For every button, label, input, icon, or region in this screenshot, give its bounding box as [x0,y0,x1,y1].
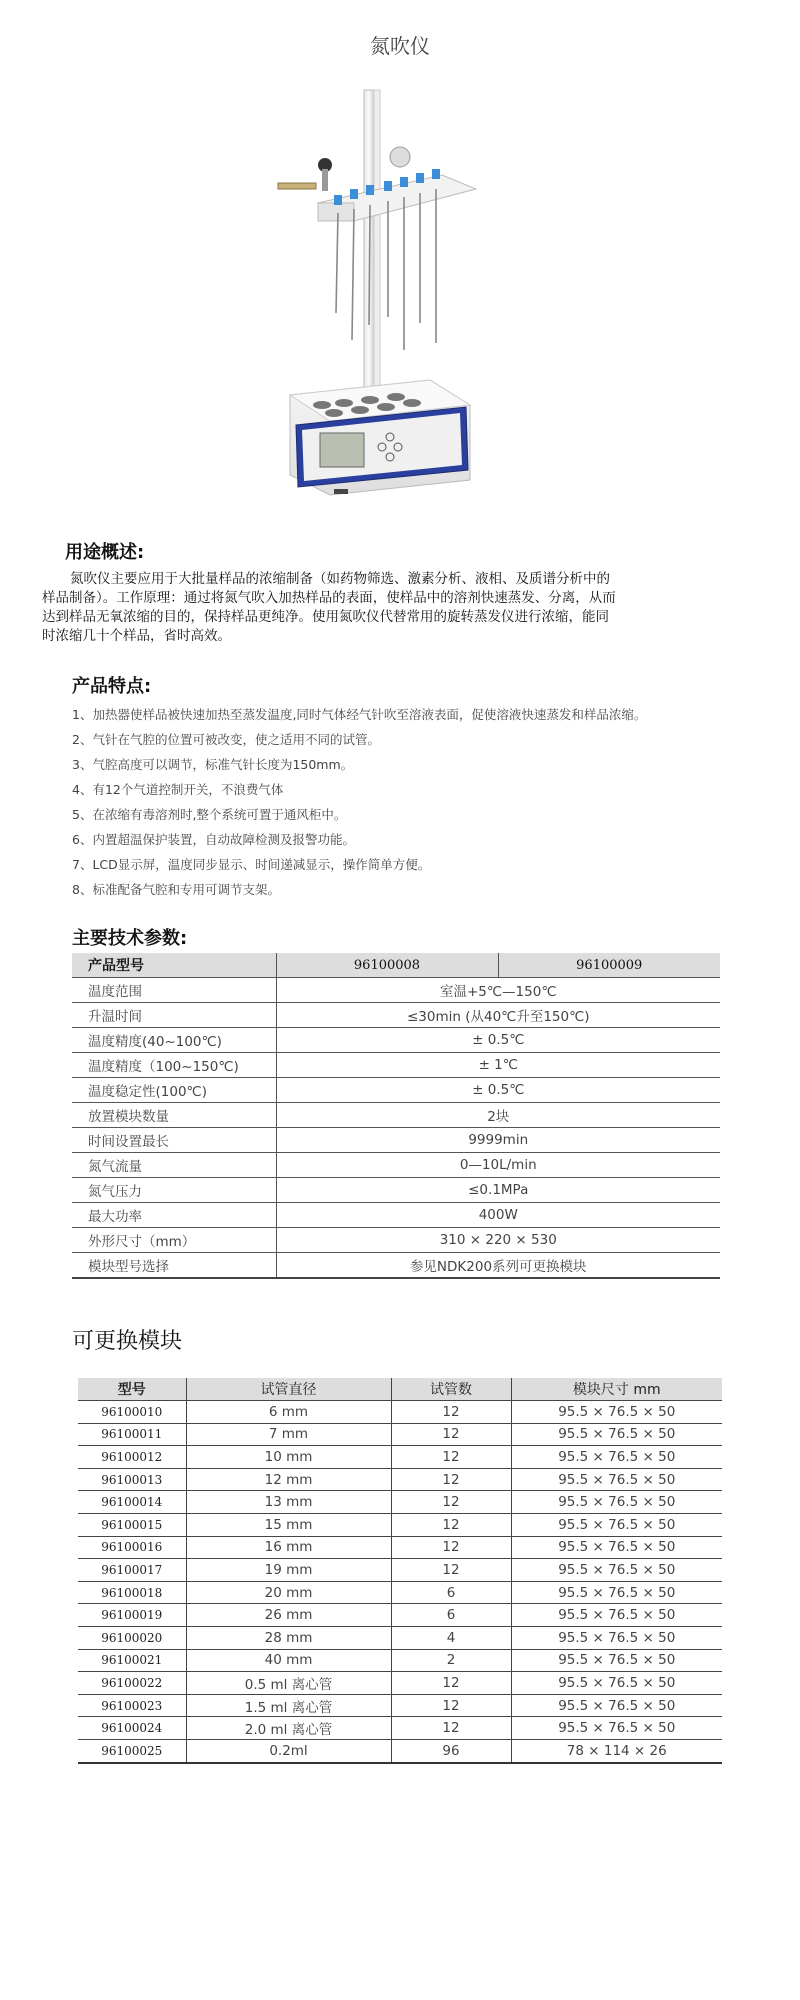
spec-value: 0—10L/min [276,1153,720,1178]
module-row [78,1513,722,1536]
spec-value: 9999min [276,1128,720,1153]
module-tube-count: 12 [391,1513,511,1536]
overview-text: 氮吹仪主要应用于大批量样品的浓缩制备（如药物筛选、激素分析、液相、及质谱分析中的样品制备）。工作原理：通过将氮气吹入加热样品的表面，使样品中的溶剂快速蒸发、分离，从而达到样品无氧浓缩的目的，保持样品更纯净。使用氮吹仪代替常用的旋转蒸发仪进行浓缩，能同时浓缩几十个样品，省时高效。 [42,571,616,644]
module-diameter: 28 mm [186,1626,391,1649]
module-tube-count: 4 [391,1626,511,1649]
module-size: 95.5 × 76.5 × 50 [511,1513,722,1536]
module-tube-count: 12 [391,1491,511,1514]
module-size: 95.5 × 76.5 × 50 [511,1491,722,1514]
module-size: 95.5 × 76.5 × 50 [511,1559,722,1582]
spec-value: 400W [276,1203,720,1228]
feature-item: 6、内置超温保护装置，自动故障检测及报警功能。 [72,832,355,847]
modules-col-size: 模块尺寸 mm [511,1378,722,1401]
modules-heading: 可更换模块 [72,1329,183,1354]
module-diameter: 0.2ml [186,1739,391,1762]
overview-heading: 用途概述: [65,542,145,563]
specs-row [72,1053,720,1078]
specs-model-2: 96100009 [498,953,720,978]
module-tube-count: 6 [391,1604,511,1627]
module-size: 95.5 × 76.5 × 50 [511,1468,722,1491]
module-size: 95.5 × 76.5 × 50 [511,1717,722,1740]
module-model: 96100011 [78,1423,186,1446]
module-row [78,1626,722,1649]
specs-header-label: 产品型号 [72,953,276,978]
specs-row [72,1128,720,1153]
module-row [78,1446,722,1469]
module-diameter: 16 mm [186,1536,391,1559]
specs-row [72,1178,720,1203]
spec-label: 外形尺寸（mm） [72,1228,276,1253]
module-diameter: 6 mm [186,1401,391,1424]
specs-row [72,1228,720,1253]
modules-col-model: 型号 [78,1378,186,1401]
module-model: 96100013 [78,1468,186,1491]
module-tube-count: 12 [391,1717,511,1740]
module-row [78,1672,722,1695]
spec-label: 温度精度(40~100℃) [72,1028,276,1053]
module-diameter: 7 mm [186,1423,391,1446]
feature-item: 7、LCD显示屏，温度同步显示、时间递减显示，操作简单方便。 [72,857,431,872]
modules-table [78,1378,722,1764]
module-model: 96100022 [78,1672,186,1695]
feature-item: 4、有12个气道控制开关，不浪费气体 [72,782,284,797]
module-diameter: 0.5 ml 离心管 [186,1672,391,1695]
specs-row [72,1078,720,1103]
features-list [72,702,792,902]
module-diameter: 20 mm [186,1581,391,1604]
module-row [78,1468,722,1491]
spec-value: 310 × 220 × 530 [276,1228,720,1253]
module-diameter: 2.0 ml 离心管 [186,1717,391,1740]
module-model: 96100023 [78,1694,186,1717]
spec-value: 参见NDK200系列可更换模块 [276,1253,720,1279]
module-tube-count: 12 [391,1672,511,1695]
specs-row [72,1003,720,1028]
spec-label: 温度精度（100~150℃) [72,1053,276,1078]
module-diameter: 19 mm [186,1559,391,1582]
modules-header-row [78,1378,722,1401]
spec-label: 模块型号选择 [72,1253,276,1279]
module-model: 96100015 [78,1513,186,1536]
specs-row [72,1253,720,1279]
module-row [78,1581,722,1604]
module-row [78,1423,722,1446]
spec-value: ± 0.5℃ [276,1028,720,1053]
module-tube-count: 12 [391,1536,511,1559]
module-size: 95.5 × 76.5 × 50 [511,1626,722,1649]
spec-value: 室温+5℃—150℃ [276,978,720,1003]
module-diameter: 26 mm [186,1604,391,1627]
module-tube-count: 2 [391,1649,511,1672]
module-tube-count: 12 [391,1559,511,1582]
specs-row [72,1153,720,1178]
feature-item: 1、加热器使样品被快速加热至蒸发温度,同时气体经气针吹至溶液表面，促使溶液快速蒸发和样品浓缩。 [72,707,647,722]
module-row [78,1649,722,1672]
module-model: 96100010 [78,1401,186,1424]
module-size: 95.5 × 76.5 × 50 [511,1694,722,1717]
module-model: 96100012 [78,1446,186,1469]
module-row [78,1536,722,1559]
feature-item: 5、在浓缩有毒溶剂时,整个系统可置于通风柜中。 [72,807,347,822]
module-size: 95.5 × 76.5 × 50 [511,1401,722,1424]
feature-item: 2、气针在气腔的位置可被改变，使之适用不同的试管。 [72,732,380,747]
product-photo [270,85,530,515]
specs-heading: 主要技术参数: [72,928,188,949]
spec-value: ± 0.5℃ [276,1078,720,1103]
module-model: 96100018 [78,1581,186,1604]
module-row [78,1604,722,1627]
page-title: 氮吹仪 [370,34,430,58]
spec-value: 2块 [276,1103,720,1128]
module-diameter: 40 mm [186,1649,391,1672]
spec-label: 最大功率 [72,1203,276,1228]
module-model: 96100017 [78,1559,186,1582]
module-tube-count: 12 [391,1401,511,1424]
specs-table [72,953,720,1279]
spec-label: 升温时间 [72,1003,276,1028]
module-row [78,1694,722,1717]
specs-header-row [72,953,720,978]
spec-label: 氮气流量 [72,1153,276,1178]
module-size: 95.5 × 76.5 × 50 [511,1536,722,1559]
module-size: 95.5 × 76.5 × 50 [511,1423,722,1446]
specs-row [72,1103,720,1128]
features-heading: 产品特点: [72,676,152,697]
module-diameter: 1.5 ml 离心管 [186,1694,391,1717]
spec-value: ± 1℃ [276,1053,720,1078]
module-row [78,1559,722,1582]
module-size: 95.5 × 76.5 × 50 [511,1672,722,1695]
module-model: 96100016 [78,1536,186,1559]
module-size: 95.5 × 76.5 × 50 [511,1649,722,1672]
feature-item: 8、标准配备气腔和专用可调节支架。 [72,882,280,897]
module-row [78,1739,722,1762]
module-model: 96100019 [78,1604,186,1627]
module-model: 96100021 [78,1649,186,1672]
module-size: 95.5 × 76.5 × 50 [511,1581,722,1604]
module-row [78,1401,722,1424]
module-tube-count: 12 [391,1423,511,1446]
module-tube-count: 12 [391,1446,511,1469]
spec-label: 氮气压力 [72,1178,276,1203]
module-model: 96100014 [78,1491,186,1514]
module-row [78,1717,722,1740]
spec-value: ≤0.1MPa [276,1178,720,1203]
module-size: 95.5 × 76.5 × 50 [511,1604,722,1627]
modules-col-diameter: 试管直径 [186,1378,391,1401]
module-diameter: 13 mm [186,1491,391,1514]
specs-row [72,1028,720,1053]
module-model: 96100024 [78,1717,186,1740]
feature-item: 3、气腔高度可以调节，标准气针长度为150mm。 [72,757,354,772]
specs-row [72,978,720,1003]
specs-model-1: 96100008 [276,953,498,978]
module-row [78,1491,722,1514]
spec-label: 时间设置最长 [72,1128,276,1153]
module-tube-count: 12 [391,1468,511,1491]
spec-label: 温度范围 [72,978,276,1003]
modules-col-count: 试管数 [391,1378,511,1401]
spec-label: 放置模块数量 [72,1103,276,1128]
module-tube-count: 12 [391,1694,511,1717]
spec-label: 温度稳定性(100℃) [72,1078,276,1103]
spec-value: ≤30min (从40℃升至150℃) [276,1003,720,1028]
module-diameter: 15 mm [186,1513,391,1536]
specs-row [72,1203,720,1228]
module-size: 78 × 114 × 26 [511,1739,722,1762]
module-diameter: 10 mm [186,1446,391,1469]
module-diameter: 12 mm [186,1468,391,1491]
module-model: 96100020 [78,1626,186,1649]
module-tube-count: 96 [391,1739,511,1762]
module-model: 96100025 [78,1739,186,1762]
module-tube-count: 6 [391,1581,511,1604]
module-size: 95.5 × 76.5 × 50 [511,1446,722,1469]
